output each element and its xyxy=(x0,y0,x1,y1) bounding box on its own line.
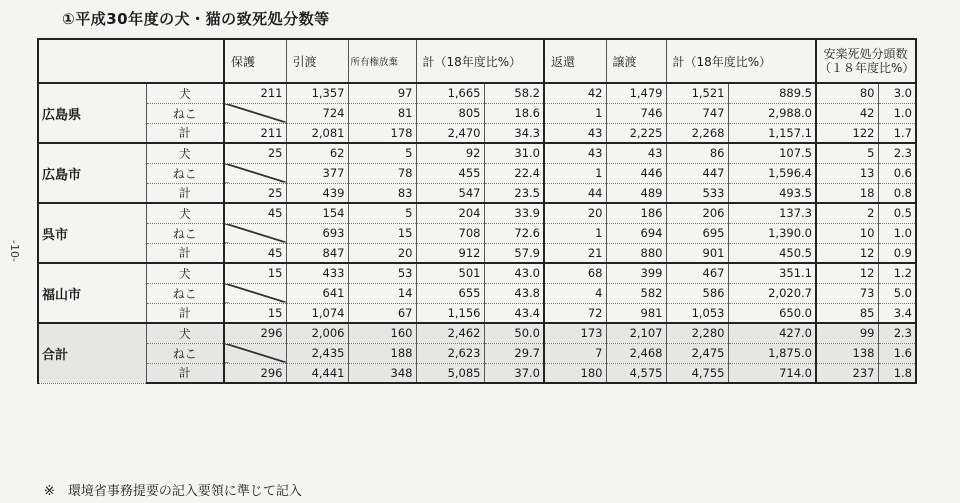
cell-henkan: 1 xyxy=(544,223,606,243)
cell-anraku: 237 xyxy=(816,363,878,383)
cell-kei2: 467 xyxy=(666,263,728,283)
cell-anraku: 18 xyxy=(816,183,878,203)
animal-label: 犬 xyxy=(146,83,224,103)
table-row xyxy=(38,303,916,323)
cell-kei1: 2,462 xyxy=(416,323,484,343)
header-row xyxy=(38,39,916,83)
cell-joto: 582 xyxy=(606,283,666,303)
cell-henkan: 1 xyxy=(544,163,606,183)
cell-kei1-ratio: 72.6 xyxy=(484,223,544,243)
slash-cell xyxy=(224,343,286,363)
region-label: 合計 xyxy=(38,323,146,383)
cell-hikiwatashi: 1,357 xyxy=(286,83,348,103)
cell-joto: 186 xyxy=(606,203,666,223)
cell-kei2-ratio: 714.0 xyxy=(728,363,816,383)
cell-joto: 4,575 xyxy=(606,363,666,383)
cell-kei2: 695 xyxy=(666,223,728,243)
header-kei1: 計（18年度比%） xyxy=(416,39,544,83)
table-row xyxy=(38,203,916,223)
cell-shoyuken: 188 xyxy=(348,343,416,363)
cell-kei2-ratio: 1,157.1 xyxy=(728,123,816,143)
cell-anraku: 12 xyxy=(816,263,878,283)
slash-cell xyxy=(224,103,286,123)
cell-anraku-ratio: 1.7 xyxy=(878,123,916,143)
table-row xyxy=(38,123,916,143)
header-shoyuken: 所有権放棄 xyxy=(348,39,416,83)
cell-joto: 2,225 xyxy=(606,123,666,143)
animal-label: 犬 xyxy=(146,263,224,283)
cell-hikiwatashi: 641 xyxy=(286,283,348,303)
cell-kei1-ratio: 37.0 xyxy=(484,363,544,383)
cell-kei2: 1,521 xyxy=(666,83,728,103)
cell-kei1: 655 xyxy=(416,283,484,303)
cell-hogo: 211 xyxy=(224,123,286,143)
cell-anraku: 138 xyxy=(816,343,878,363)
cell-hogo: 15 xyxy=(224,263,286,283)
cell-kei2-ratio: 2,988.0 xyxy=(728,103,816,123)
cell-hogo: 211 xyxy=(224,83,286,103)
region-label: 広島県 xyxy=(38,83,146,143)
cell-hikiwatashi: 377 xyxy=(286,163,348,183)
cell-kei2-ratio: 1,875.0 xyxy=(728,343,816,363)
cell-kei1-ratio: 22.4 xyxy=(484,163,544,183)
cell-shoyuken: 20 xyxy=(348,243,416,263)
header-kei2: 計（18年度比%） xyxy=(666,39,816,83)
cell-kei2: 2,475 xyxy=(666,343,728,363)
cell-kei1-ratio: 18.6 xyxy=(484,103,544,123)
cell-kei1-ratio: 31.0 xyxy=(484,143,544,163)
animal-label: ねこ xyxy=(146,163,224,183)
cell-kei2: 586 xyxy=(666,283,728,303)
animal-label: 犬 xyxy=(146,143,224,163)
animal-label: 犬 xyxy=(146,203,224,223)
cell-hikiwatashi: 62 xyxy=(286,143,348,163)
cell-kei2-ratio: 137.3 xyxy=(728,203,816,223)
footnote: ※ 環境省事務提要の記入要領に準じて記入 xyxy=(44,484,302,499)
header-hikiwatashi: 引渡 xyxy=(286,39,348,83)
cell-kei1: 912 xyxy=(416,243,484,263)
cell-kei2: 447 xyxy=(666,163,728,183)
cell-hikiwatashi: 2,435 xyxy=(286,343,348,363)
cell-anraku-ratio: 1.0 xyxy=(878,103,916,123)
cell-henkan: 43 xyxy=(544,123,606,143)
page-number: -10- xyxy=(8,240,21,262)
cell-hikiwatashi: 439 xyxy=(286,183,348,203)
cell-shoyuken: 348 xyxy=(348,363,416,383)
cell-kei1: 204 xyxy=(416,203,484,223)
cell-hikiwatashi: 154 xyxy=(286,203,348,223)
cell-kei1: 2,623 xyxy=(416,343,484,363)
cell-anraku: 2 xyxy=(816,203,878,223)
cell-kei2-ratio: 1,596.4 xyxy=(728,163,816,183)
cell-shoyuken: 178 xyxy=(348,123,416,143)
cell-joto: 489 xyxy=(606,183,666,203)
cell-kei1-ratio: 29.7 xyxy=(484,343,544,363)
cell-henkan: 7 xyxy=(544,343,606,363)
cell-shoyuken: 53 xyxy=(348,263,416,283)
cell-hikiwatashi: 4,441 xyxy=(286,363,348,383)
cell-kei1-ratio: 23.5 xyxy=(484,183,544,203)
cell-henkan: 44 xyxy=(544,183,606,203)
cell-joto: 880 xyxy=(606,243,666,263)
table-row xyxy=(38,183,916,203)
cell-anraku-ratio: 2.3 xyxy=(878,323,916,343)
cell-anraku: 5 xyxy=(816,143,878,163)
region-label: 福山市 xyxy=(38,263,146,323)
cell-joto: 43 xyxy=(606,143,666,163)
header-joto: 譲渡 xyxy=(606,39,666,83)
cell-henkan: 20 xyxy=(544,203,606,223)
cell-anraku-ratio: 1.0 xyxy=(878,223,916,243)
cell-kei2: 4,755 xyxy=(666,363,728,383)
table-row xyxy=(38,343,916,363)
cell-hikiwatashi: 2,006 xyxy=(286,323,348,343)
cell-hogo: 296 xyxy=(224,363,286,383)
cell-kei1: 501 xyxy=(416,263,484,283)
cell-kei1-ratio: 58.2 xyxy=(484,83,544,103)
cell-joto: 981 xyxy=(606,303,666,323)
cell-anraku-ratio: 5.0 xyxy=(878,283,916,303)
animal-label: 計 xyxy=(146,363,224,383)
cell-kei2-ratio: 427.0 xyxy=(728,323,816,343)
cell-shoyuken: 78 xyxy=(348,163,416,183)
cell-joto: 746 xyxy=(606,103,666,123)
header-hogo: 保護 xyxy=(224,39,286,83)
cell-joto: 399 xyxy=(606,263,666,283)
region-label: 呉市 xyxy=(38,203,146,263)
cell-henkan: 173 xyxy=(544,323,606,343)
cell-kei2: 1,053 xyxy=(666,303,728,323)
table-row xyxy=(38,143,916,163)
cell-anraku-ratio: 1.8 xyxy=(878,363,916,383)
cell-anraku: 12 xyxy=(816,243,878,263)
cell-hogo: 15 xyxy=(224,303,286,323)
cell-hogo: 25 xyxy=(224,183,286,203)
cell-anraku-ratio: 0.9 xyxy=(878,243,916,263)
animal-label: 計 xyxy=(146,123,224,143)
cell-shoyuken: 5 xyxy=(348,203,416,223)
cell-anraku: 80 xyxy=(816,83,878,103)
cell-kei1: 1,665 xyxy=(416,83,484,103)
cell-kei1-ratio: 43.0 xyxy=(484,263,544,283)
cell-kei1: 92 xyxy=(416,143,484,163)
cell-kei2-ratio: 1,390.0 xyxy=(728,223,816,243)
cell-kei2: 206 xyxy=(666,203,728,223)
cell-kei2: 533 xyxy=(666,183,728,203)
cell-kei1-ratio: 43.8 xyxy=(484,283,544,303)
cell-shoyuken: 5 xyxy=(348,143,416,163)
cell-kei2: 901 xyxy=(666,243,728,263)
slash-cell xyxy=(224,223,286,243)
animal-label: ねこ xyxy=(146,223,224,243)
cell-hikiwatashi: 433 xyxy=(286,263,348,283)
cell-hikiwatashi: 724 xyxy=(286,103,348,123)
cell-anraku: 73 xyxy=(816,283,878,303)
cell-kei2-ratio: 493.5 xyxy=(728,183,816,203)
cell-kei2-ratio: 450.5 xyxy=(728,243,816,263)
cell-hikiwatashi: 847 xyxy=(286,243,348,263)
cell-joto: 446 xyxy=(606,163,666,183)
cell-joto: 694 xyxy=(606,223,666,243)
cell-anraku-ratio: 3.0 xyxy=(878,83,916,103)
animal-label: 計 xyxy=(146,183,224,203)
cell-kei2: 747 xyxy=(666,103,728,123)
statistics-table xyxy=(37,38,917,384)
table-row xyxy=(38,363,916,383)
cell-henkan: 68 xyxy=(544,263,606,283)
cell-shoyuken: 67 xyxy=(348,303,416,323)
cell-henkan: 1 xyxy=(544,103,606,123)
cell-kei2-ratio: 351.1 xyxy=(728,263,816,283)
cell-hogo: 25 xyxy=(224,143,286,163)
cell-shoyuken: 83 xyxy=(348,183,416,203)
cell-anraku: 85 xyxy=(816,303,878,323)
table-row xyxy=(38,103,916,123)
cell-kei1: 455 xyxy=(416,163,484,183)
cell-joto: 2,107 xyxy=(606,323,666,343)
region-label: 広島市 xyxy=(38,143,146,203)
cell-joto: 1,479 xyxy=(606,83,666,103)
table-row xyxy=(38,283,916,303)
cell-hikiwatashi: 1,074 xyxy=(286,303,348,323)
cell-anraku-ratio: 0.8 xyxy=(878,183,916,203)
animal-label: ねこ xyxy=(146,343,224,363)
animal-label: 犬 xyxy=(146,323,224,343)
cell-shoyuken: 81 xyxy=(348,103,416,123)
cell-kei1-ratio: 34.3 xyxy=(484,123,544,143)
cell-anraku-ratio: 1.6 xyxy=(878,343,916,363)
cell-kei2-ratio: 650.0 xyxy=(728,303,816,323)
cell-shoyuken: 160 xyxy=(348,323,416,343)
cell-anraku: 42 xyxy=(816,103,878,123)
cell-hogo: 45 xyxy=(224,203,286,223)
cell-kei2-ratio: 2,020.7 xyxy=(728,283,816,303)
cell-anraku-ratio: 1.2 xyxy=(878,263,916,283)
page-title: ①平成30年度の犬・猫の致死処分数等 xyxy=(62,10,330,28)
cell-henkan: 180 xyxy=(544,363,606,383)
cell-kei1: 1,156 xyxy=(416,303,484,323)
cell-kei1-ratio: 43.4 xyxy=(484,303,544,323)
animal-label: 計 xyxy=(146,303,224,323)
cell-henkan: 42 xyxy=(544,83,606,103)
table-row xyxy=(38,263,916,283)
cell-kei2: 86 xyxy=(666,143,728,163)
cell-kei2-ratio: 107.5 xyxy=(728,143,816,163)
cell-hikiwatashi: 693 xyxy=(286,223,348,243)
cell-hogo: 45 xyxy=(224,243,286,263)
cell-shoyuken: 97 xyxy=(348,83,416,103)
cell-henkan: 21 xyxy=(544,243,606,263)
animal-label: 計 xyxy=(146,243,224,263)
cell-kei2: 2,280 xyxy=(666,323,728,343)
table-row xyxy=(38,83,916,103)
cell-kei1: 708 xyxy=(416,223,484,243)
cell-kei2-ratio: 889.5 xyxy=(728,83,816,103)
cell-kei2: 2,268 xyxy=(666,123,728,143)
table-row xyxy=(38,323,916,343)
table-row xyxy=(38,243,916,263)
table-row xyxy=(38,163,916,183)
cell-kei1: 5,085 xyxy=(416,363,484,383)
slash-cell xyxy=(224,163,286,183)
header-blank xyxy=(38,39,224,83)
cell-shoyuken: 15 xyxy=(348,223,416,243)
cell-anraku: 13 xyxy=(816,163,878,183)
table-body xyxy=(38,83,916,383)
cell-hikiwatashi: 2,081 xyxy=(286,123,348,143)
cell-henkan: 72 xyxy=(544,303,606,323)
cell-anraku: 99 xyxy=(816,323,878,343)
cell-joto: 2,468 xyxy=(606,343,666,363)
table-row xyxy=(38,223,916,243)
cell-anraku-ratio: 0.6 xyxy=(878,163,916,183)
cell-kei1-ratio: 50.0 xyxy=(484,323,544,343)
cell-kei1-ratio: 57.9 xyxy=(484,243,544,263)
cell-henkan: 4 xyxy=(544,283,606,303)
slash-cell xyxy=(224,283,286,303)
cell-hogo: 296 xyxy=(224,323,286,343)
cell-kei1: 2,470 xyxy=(416,123,484,143)
cell-kei1: 805 xyxy=(416,103,484,123)
cell-anraku: 10 xyxy=(816,223,878,243)
cell-henkan: 43 xyxy=(544,143,606,163)
cell-anraku-ratio: 3.4 xyxy=(878,303,916,323)
animal-label: ねこ xyxy=(146,283,224,303)
cell-anraku: 122 xyxy=(816,123,878,143)
header-anraku: 安楽死処分頭数（１８年度比%） xyxy=(816,39,916,83)
header-henkan: 返還 xyxy=(544,39,606,83)
cell-anraku-ratio: 2.3 xyxy=(878,143,916,163)
cell-anraku-ratio: 0.5 xyxy=(878,203,916,223)
cell-kei1: 547 xyxy=(416,183,484,203)
cell-shoyuken: 14 xyxy=(348,283,416,303)
cell-kei1-ratio: 33.9 xyxy=(484,203,544,223)
animal-label: ねこ xyxy=(146,103,224,123)
